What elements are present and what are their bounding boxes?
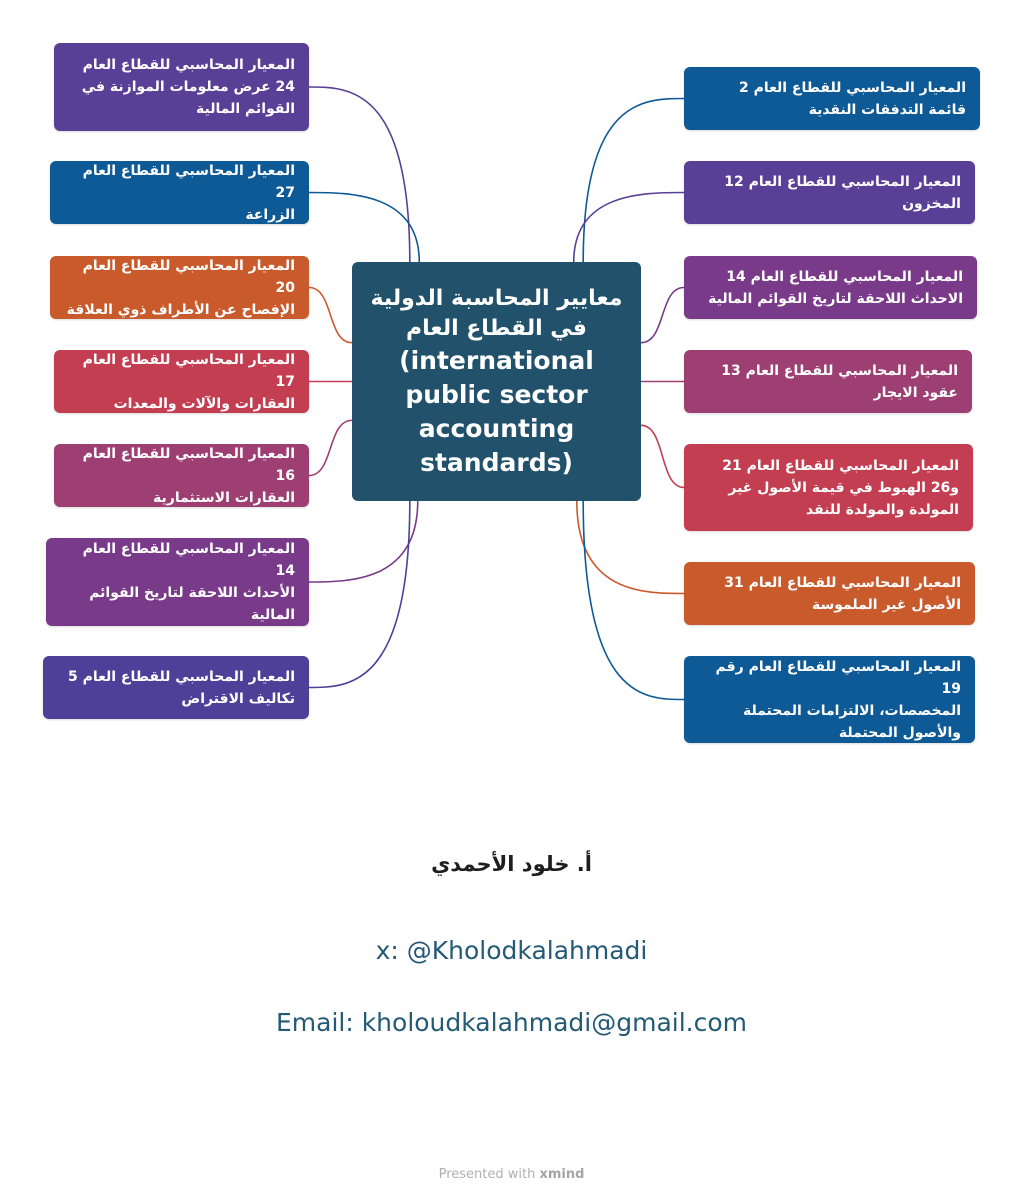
right-node-5-line-3: المولدة والمولدة للنقد bbox=[806, 501, 959, 518]
connector-left-6 bbox=[309, 501, 418, 582]
right-node-7-line-2: المخصصات، الالتزامات المحتملة bbox=[742, 702, 961, 719]
right-node-7-line-1: المعيار المحاسبي للقطاع العام رقم 19 bbox=[715, 658, 961, 697]
xmind-logo: xmind bbox=[539, 1167, 585, 1182]
right-node-7-line-3: والأصول المحتملة bbox=[838, 724, 961, 741]
left-node-1-line-1: المعيار المحاسبي للقطاع العام bbox=[82, 57, 295, 73]
left-node-7[interactable] bbox=[43, 656, 309, 719]
central-topic[interactable] bbox=[352, 262, 641, 501]
central-topic-ar-line-1: معايير المحاسبة الدولية bbox=[370, 285, 623, 311]
connector-right-5 bbox=[641, 425, 684, 487]
right-node-4-line-1: المعيار المحاسبي للقطاع العام 13 bbox=[721, 362, 958, 379]
right-node-2-line-2: المخزون bbox=[902, 195, 961, 212]
email-address[interactable]: Email: kholoudkalahmadi@gmail.com bbox=[275, 1008, 748, 1037]
left-node-6-line-2: الأحداث اللاحقة لتاريخ القوائم bbox=[89, 585, 295, 601]
connector-left-5 bbox=[309, 420, 352, 475]
left-node-2-line-2: الزراعة bbox=[245, 206, 295, 223]
central-topic-en-line-2: public sector bbox=[405, 379, 588, 409]
right-node-4-line-2: عقود الايجار bbox=[873, 384, 958, 401]
central-topic-en-line-4: standards) bbox=[420, 447, 573, 477]
connector-right-1 bbox=[583, 99, 684, 263]
right-node-5[interactable] bbox=[684, 444, 973, 531]
central-topic-en-line-3: accounting bbox=[418, 413, 575, 443]
right-node-5-line-1: المعيار المحاسبي للقطاع العام 21 bbox=[722, 457, 959, 474]
left-node-5-line-1: المعيار المحاسبي للقطاع العام 16 bbox=[82, 445, 295, 484]
left-node-1[interactable] bbox=[54, 43, 309, 131]
connector-left-2 bbox=[309, 193, 419, 263]
footer-prefix: Presented with bbox=[438, 1167, 536, 1182]
left-node-2-line-1: المعيار المحاسبي للقطاع العام 27 bbox=[82, 162, 295, 201]
left-node-4-line-2: العقارات والآلات والمعدات bbox=[113, 395, 295, 412]
footer-credit bbox=[0, 1167, 1023, 1182]
author-name: أ. خلود الأحمدي bbox=[431, 852, 592, 876]
left-node-5[interactable] bbox=[54, 444, 309, 507]
right-node-2[interactable] bbox=[684, 161, 975, 224]
connector-right-7 bbox=[583, 501, 684, 700]
left-node-7-line-1: المعيار المحاسبي للقطاع العام 5 bbox=[67, 668, 295, 685]
x-handle[interactable]: x: @Kholodkalahmadi bbox=[375, 936, 648, 965]
left-node-2[interactable] bbox=[50, 161, 309, 224]
left-node-6[interactable] bbox=[46, 538, 309, 626]
left-node-4[interactable] bbox=[54, 350, 309, 413]
left-node-1-line-3: القوائم المالية bbox=[196, 101, 295, 117]
left-node-5-line-2: العقارات الاستثمارية bbox=[153, 489, 295, 506]
right-node-1-line-1: المعيار المحاسبي للقطاع العام 2 bbox=[738, 79, 966, 96]
right-node-4[interactable] bbox=[684, 350, 972, 413]
connector-left-1 bbox=[309, 87, 410, 262]
left-node-4-line-1: المعيار المحاسبي للقطاع العام 17 bbox=[82, 351, 295, 390]
right-node-3[interactable] bbox=[684, 256, 977, 319]
left-node-3[interactable] bbox=[50, 256, 309, 319]
right-node-5-line-2: و26 الهبوط في قيمة الأصول غير bbox=[728, 479, 959, 496]
left-node-1-line-2: 24 عرض معلومات الموازنة في bbox=[81, 79, 295, 95]
left-node-3-line-2: الإفصاح عن الأطراف ذوي العلاقة bbox=[66, 301, 295, 318]
right-node-3-line-2: الاحداث اللاحقة لتاريخ القوائم المالية bbox=[708, 290, 963, 307]
right-node-1[interactable] bbox=[684, 67, 980, 130]
connector-right-2 bbox=[574, 193, 684, 263]
left-node-6-line-1: المعيار المحاسبي للقطاع العام 14 bbox=[82, 541, 295, 579]
right-node-3-line-1: المعيار المحاسبي للقطاع العام 14 bbox=[726, 268, 963, 285]
central-topic-ar-line-2: في القطاع العام bbox=[406, 315, 587, 341]
connector-right-6 bbox=[577, 501, 684, 594]
left-node-6-line-3: المالية bbox=[250, 607, 295, 623]
left-node-7-line-2: تكاليف الاقتراض bbox=[181, 690, 295, 707]
connector-right-3 bbox=[641, 288, 684, 343]
right-node-6-line-1: المعيار المحاسبي للقطاع العام 31 bbox=[724, 574, 961, 591]
connector-left-7 bbox=[309, 501, 410, 688]
right-node-6[interactable] bbox=[684, 562, 975, 625]
connector-left-3 bbox=[309, 288, 352, 343]
central-topic-en-line-1: (international bbox=[399, 345, 594, 375]
right-node-7[interactable] bbox=[684, 656, 975, 743]
right-node-6-line-2: الأصول غير الملموسة bbox=[812, 596, 961, 613]
right-node-2-line-1: المعيار المحاسبي للقطاع العام 12 bbox=[724, 173, 961, 190]
left-node-3-line-1: المعيار المحاسبي للقطاع العام 20 bbox=[82, 257, 295, 296]
right-node-1-line-2: قائمة التدفقات النقدية bbox=[808, 101, 966, 118]
